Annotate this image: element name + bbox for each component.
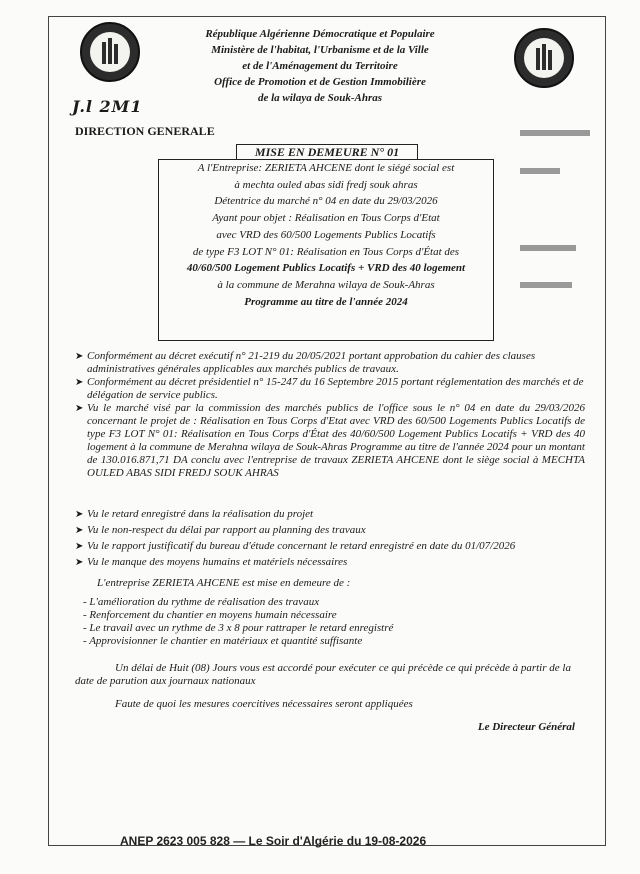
notice-line: 40/60/500 Logement Publics Locatifs + VRD des 40 logement [186,262,466,275]
arrow-bullet-icon: ➤ [75,403,84,414]
finding-item [75,508,585,521]
margin-mark [520,282,572,288]
finding-text: Vu le retard enregistré dans la réalisation du projet [87,508,314,520]
consideration-item [75,402,585,480]
header-line: Ministère de l'habitat, l'Urbanisme et de la Ville [211,44,429,56]
notice-line: de type F3 LOT N° 01: Réalisation en Tous Corps d'État des [192,245,460,258]
margin-mark [520,130,590,136]
arrow-bullet-icon: ➤ [75,377,84,388]
finding-text: Vu le rapport justificatif du bureau d'étude concernant le retard enregistré en date du 01/07/2026 [87,540,516,552]
publication-footer: ANEP 2623 005 828 — Le Soir d'Algérie du 19-08-2026 [120,834,427,848]
letterhead [150,26,490,106]
notice-line: Détentrice du marché n° 04 en date du 29/03/2026 [214,195,438,208]
finding-text: Vu le manque des moyens humains et matériels nécessaires [87,556,348,568]
deadline-paragraph: Un délai de Huit (08) Jours vous est accordé pour exécuter ce qui précède ce qui précède à partir de la date de parution aux journaux nationaux [75,662,571,687]
demand-intro: L'entreprise ZERIETA AHCENE est mise en demeure de : [97,577,351,589]
header-line: et de l'Aménagement du Territoire [242,60,398,72]
finding-item [75,556,585,569]
consideration-text: Conformément au décret présidentiel n° 15-247 du 16 Septembre 2015 portant réglementation des marchés et de délégation de service publics. [87,376,584,401]
notice-line: Ayant pour objet : Réalisation en Tous Corps d'Etat [212,212,440,225]
office-seal-left-icon [80,22,140,82]
handwritten-reference: J.l 2M1 [72,97,143,116]
sanction-paragraph: Faute de quoi les mesures coercitives nécessaires seront appliquées [115,698,413,710]
office-seal-right-icon [514,28,574,88]
arrow-bullet-icon: ➤ [75,351,84,362]
finding-text: Vu le non-respect du délai par rapport au planning des travaux [87,524,366,536]
demand-item: - Le travail avec un rythme de 3 x 8 pour rattraper le retard enregistré [83,622,394,634]
header-line: de la wilaya de Souk-Ahras [257,92,383,104]
finding-item [75,524,585,537]
notice-line: à mechta ouled abas sidi fredj souk ahras [234,178,418,191]
notice-title: MISE EN DEMEURE N° 01 [236,144,418,160]
demand-item: - Approvisionner le chantier en matériaux et quantité suffisante [83,635,363,647]
consideration-item [75,350,585,376]
notice-line: Programme au titre de l'année 2024 [244,295,408,308]
notice-line: à la commune de Merahna wilaya de Souk-Ahras [217,278,435,291]
notice-line: avec VRD des 60/500 Logements Publics Locatifs [216,228,436,241]
consideration-text: Conformément au décret exécutif n° 21-219 du 20/05/2021 portant approbation du cahier des clauses administratives générales applicables aux marchés publics de travaux. [87,350,536,375]
signature: Le Directeur Général [477,721,575,733]
arrow-bullet-icon: ➤ [75,557,84,568]
arrow-bullet-icon: ➤ [75,541,84,552]
notice-line: A l'Entreprise: ZERIETA AHCENE dont le siégé social est [197,162,455,174]
header-line: République Algérienne Démocratique et Populaire [205,28,435,40]
finding-item [75,540,585,553]
arrow-bullet-icon: ➤ [75,525,84,536]
margin-mark [520,245,576,251]
notice-body [75,350,585,734]
consideration-item [75,376,585,402]
arrow-bullet-icon: ➤ [75,509,84,520]
notice-box [158,159,494,341]
demand-item: - Renforcement du chantier en moyens humain nécessaire [83,609,337,621]
margin-mark [520,168,560,174]
consideration-text: Vu le marché visé par la commission des marchés publics de l'office sous le n° 04 en date du 29/03/2026 concernant le projet de : Réalisation en Tous Corps d'Etat avec VRD des 60/500 Logements Publics Locatifs de type F3 LOT N° 01: Réalisation en Tous Corps d'État des 40/60/500 Logement Publics Locatifs + VRD des 40 logement à la commune de Merahna wilaya de Souk-Ahras Programme au titre de l'année 2024 pour un montant de 130.016.871,71 DA conclu avec l'entreprise de travaux ZERIETA AHCENE dont le siège social à MECHTA OULED ABAS SIDI FREDJ SOUK AHRAS [87,402,585,479]
header-line: Office de Promotion et de Gestion Immobilière [214,76,426,88]
demand-item: - L'amélioration du rythme de réalisation des travaux [83,596,320,608]
direction-title: DIRECTION GENERALE [75,124,215,138]
